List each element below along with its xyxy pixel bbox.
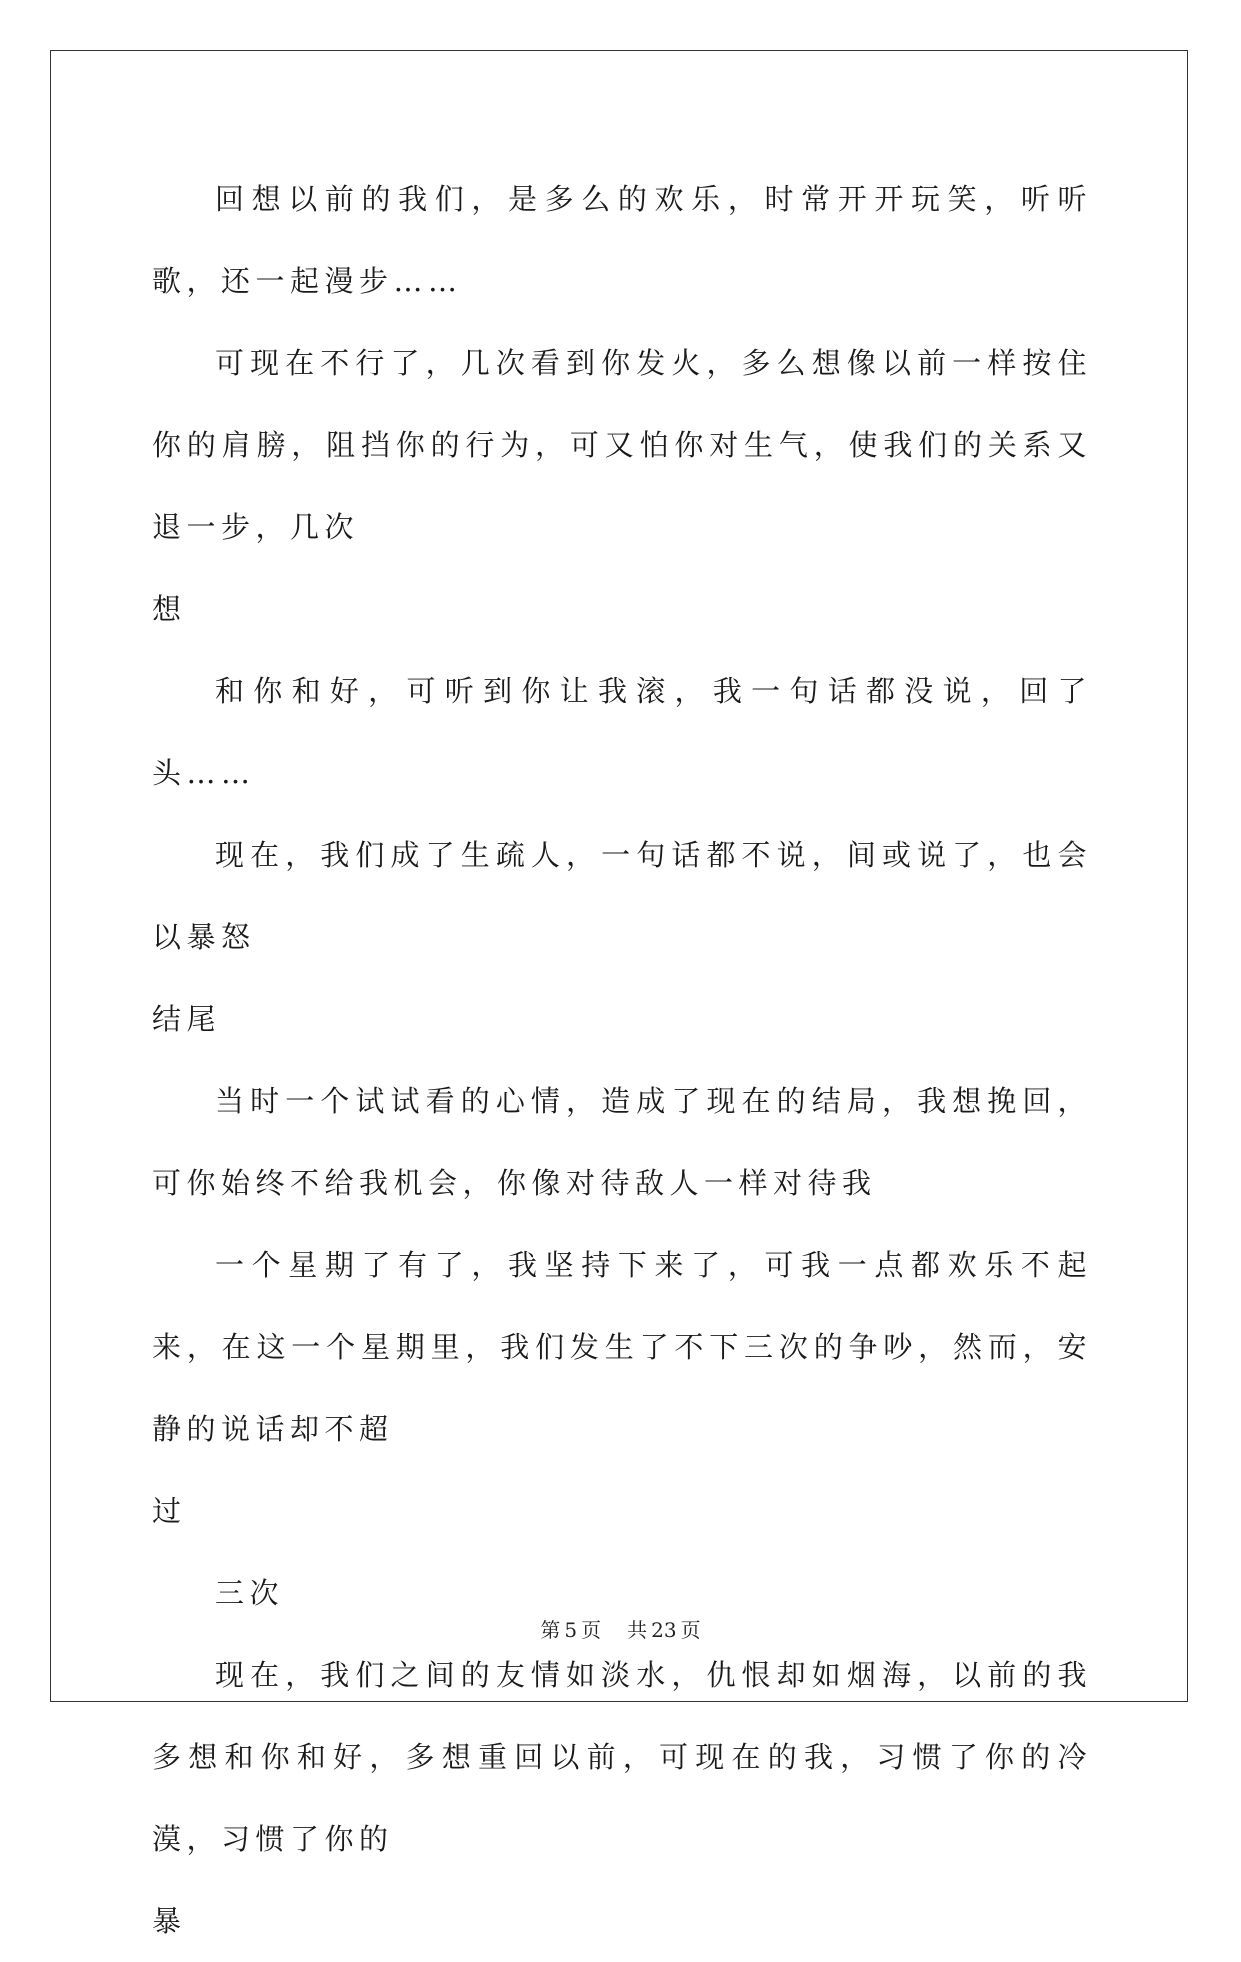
paragraph-1: 回想以前的我们，是多么的欢乐，时常开开玩笑，听听歌，还一起漫步…… [152,182,1092,298]
total-pages: 23 [651,1618,677,1642]
document-body [152,158,1092,1962]
paragraph-7: 三次 [215,1576,285,1610]
paragraph-3: 和你和好，可听到你让我滚，我一句话都没说，回了头…… [152,674,1092,790]
paragraph-4: 现在，我们成了生疏人，一句话都不说，间或说了，也会以暴怒 结尾 [152,838,1092,1036]
paragraph-8: 现在，我们之间的友情如淡水，仇恨却如烟海，以前的我多想和你和好，多想重回以前，可现在的我，习惯了你的冷漠，习惯了你的 暴 [152,1658,1092,1938]
paragraph-2: 可现在不行了，几次看到你发火，多么想像以前一样按住你的肩膀，阻挡你的行为，可又怕你对生气，使我们的关系又退一步，几次 想 [152,346,1092,626]
paragraph-6: 一个星期了有了，我坚持下来了，可我一点都欢乐不起来，在这一个星期里，我们发生了不下三次的争吵，然而，安静的说话却不超 过 [152,1248,1092,1528]
page-prefix: 第 [540,1618,561,1642]
page-number: 5 [564,1618,578,1642]
total-prefix: 共 [627,1618,648,1642]
page-suffix: 页 [581,1618,602,1642]
paragraph-5: 当时一个试试看的心情，造成了现在的结局，我想挽回，可你始终不给我机会，你像对待敌人一样对待我 [152,1084,1092,1200]
page-footer [0,1614,1241,1643]
total-suffix: 页 [680,1618,701,1642]
